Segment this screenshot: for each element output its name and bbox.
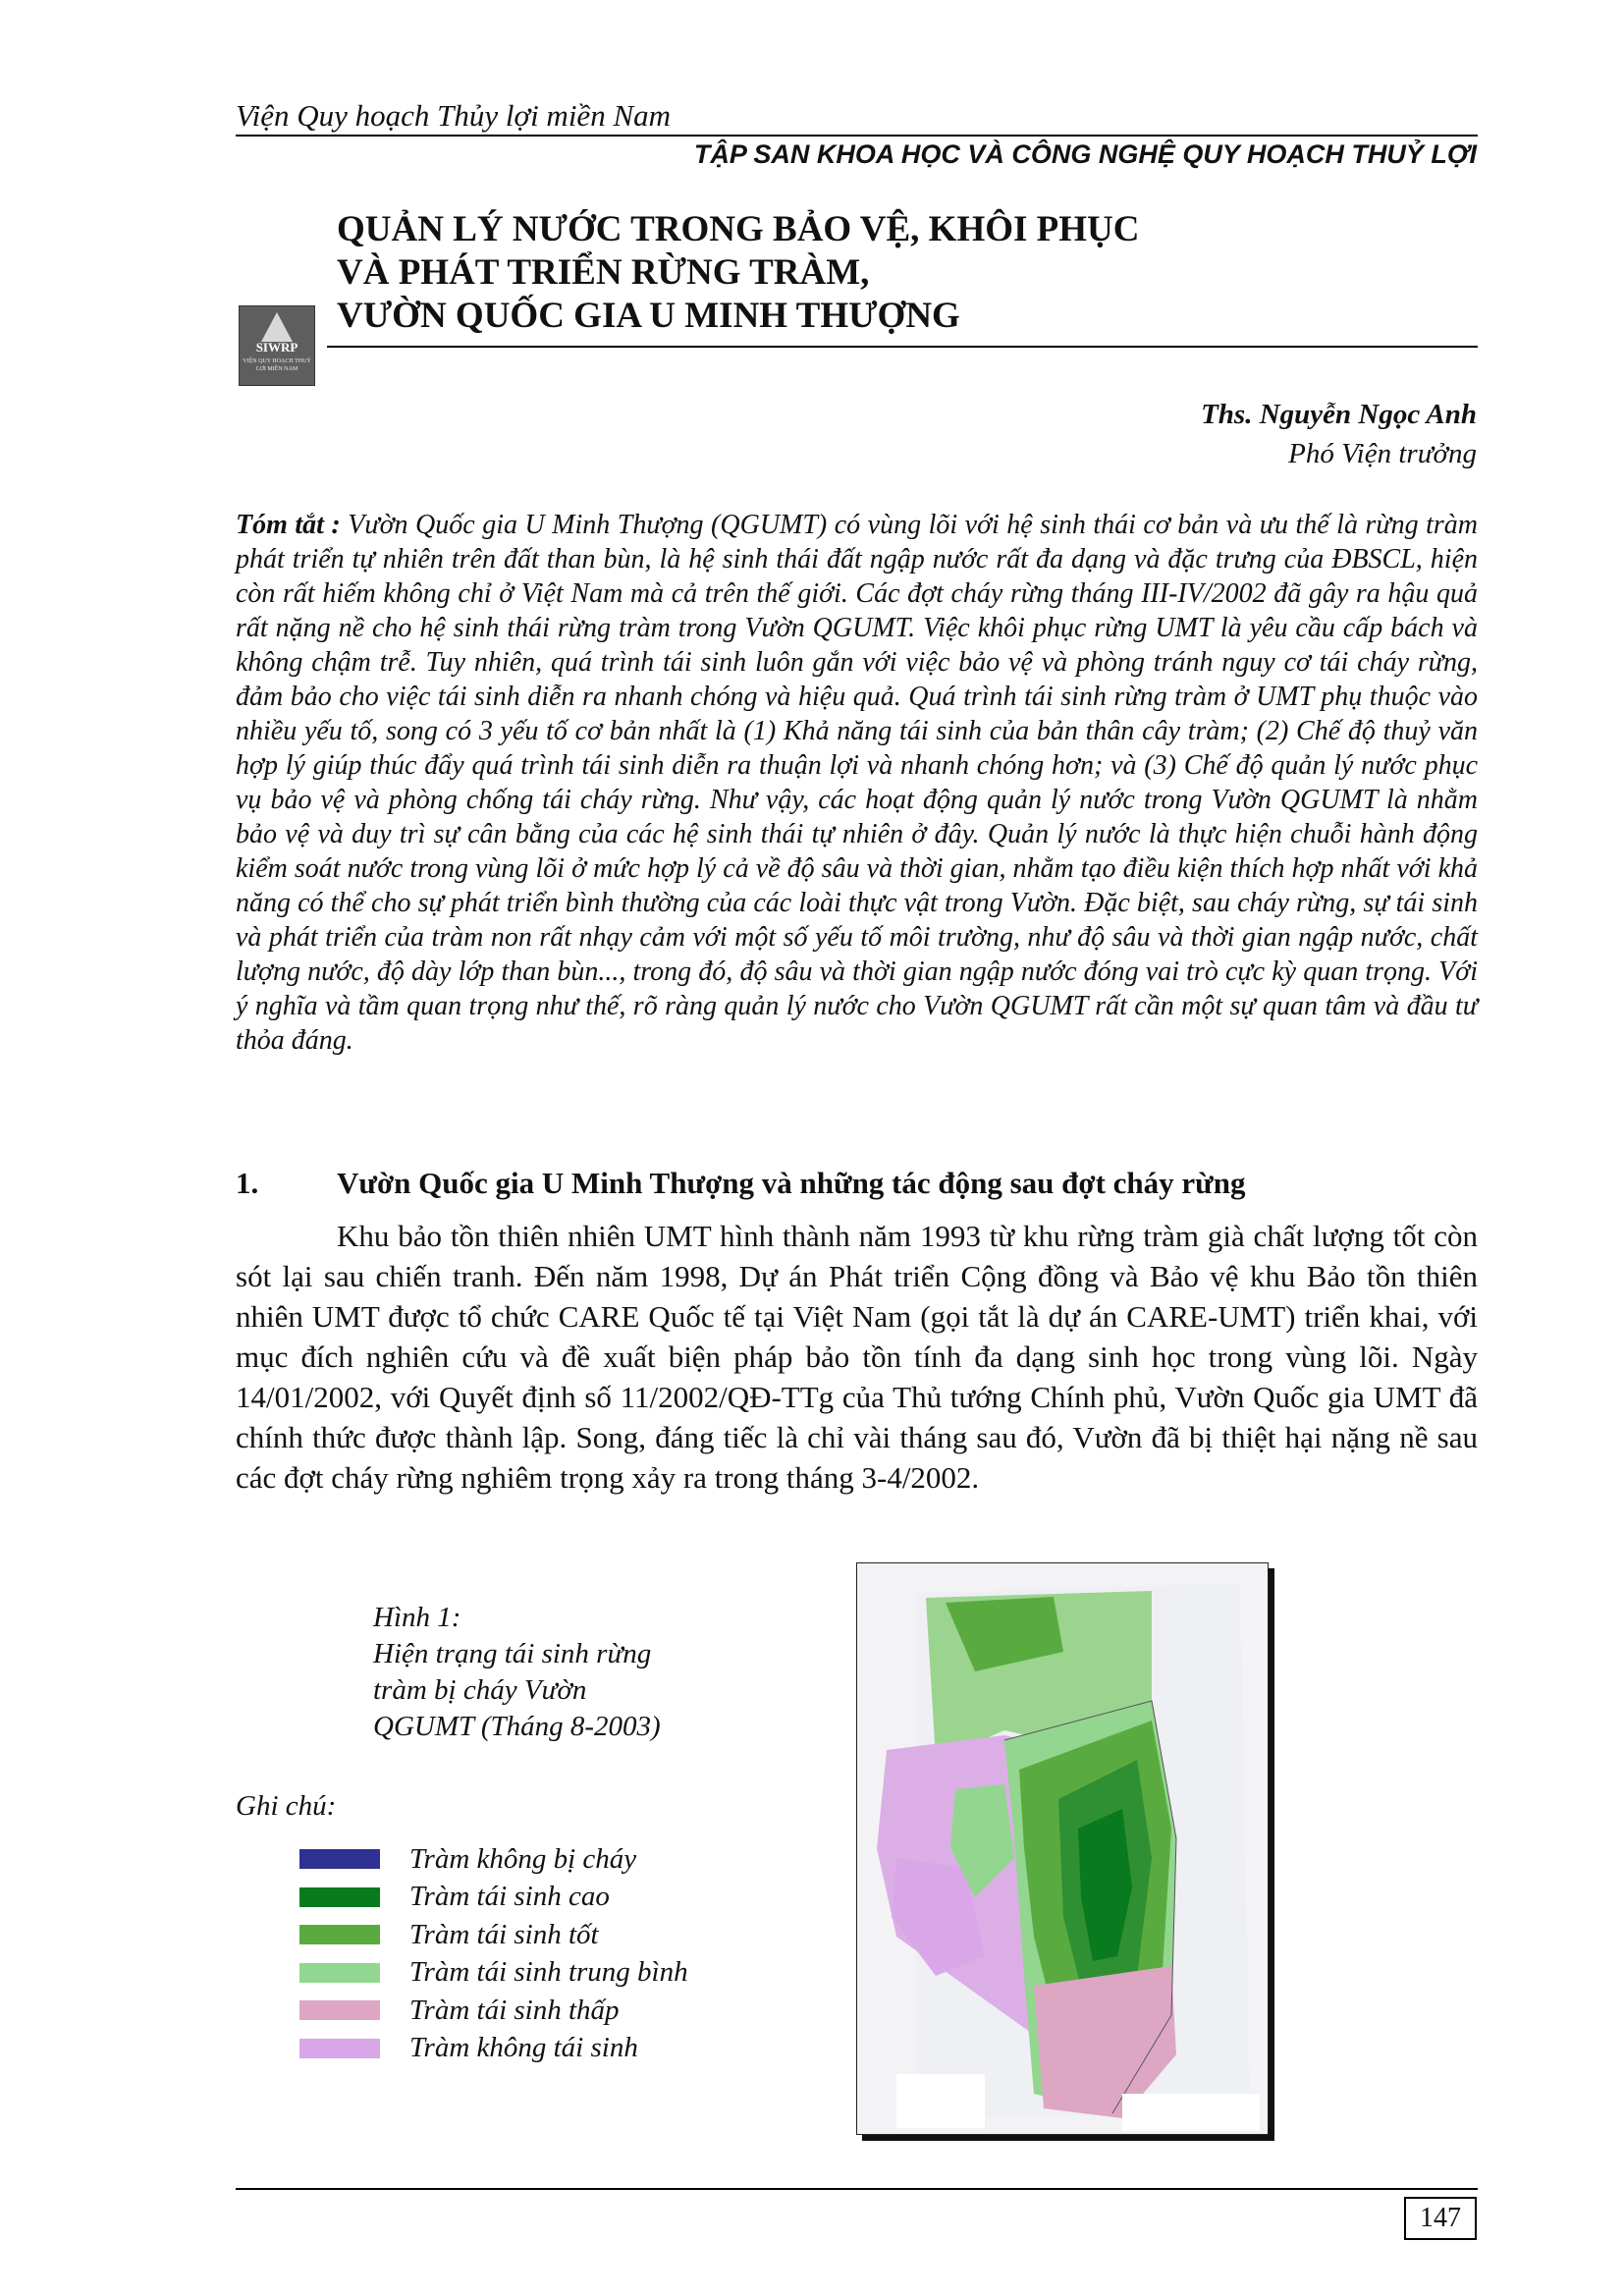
legend-label: Tràm tái sinh trung bình <box>409 1956 688 1989</box>
title-rule <box>327 346 1478 348</box>
legend-item <box>299 1916 688 1954</box>
page-number: 147 <box>1404 2197 1477 2240</box>
author-role: Phó Viện trưởng <box>1288 438 1477 469</box>
legend-item <box>299 2030 688 2068</box>
logo-triangle-icon <box>261 312 293 342</box>
legend-label: Tràm không bị cháy <box>409 1842 637 1875</box>
legend-swatch <box>299 1849 380 1869</box>
caption-line: tràm bị cháy Vườn <box>373 1674 587 1706</box>
legend-swatch <box>299 1925 380 1944</box>
abstract <box>236 508 1478 1058</box>
journal-name: TẬP SAN KHOA HỌC VÀ CÔNG NGHỆ QUY HOẠCH THUỶ LỢI <box>693 139 1477 169</box>
legend-label: Tràm tái sinh tốt <box>409 1918 599 1950</box>
logo-subtitle: VIỆN QUY HOẠCH THUỶ LỢI MIỀN NAM <box>243 358 311 372</box>
legend-label: Tràm tái sinh thấp <box>409 1994 620 2026</box>
caption-line: Hiện trạng tái sinh rừng <box>373 1638 652 1669</box>
footer-rule <box>236 2188 1478 2190</box>
legend-label: Tràm tái sinh cao <box>409 1881 610 1913</box>
section-title: Vườn Quốc gia U Minh Thượng và những tác động sau đợt cháy rừng <box>337 1166 1246 1200</box>
caption-line: Hình 1: <box>373 1602 461 1633</box>
institute-logo <box>239 305 315 386</box>
institute-name: Viện Quy hoạch Thủy lợi miền Nam <box>236 98 672 133</box>
legend-item <box>299 1840 688 1879</box>
legend-swatch <box>299 1887 380 1907</box>
legend-swatch <box>299 2000 380 2020</box>
section-number: 1. <box>236 1166 259 1200</box>
header-rule <box>236 135 1478 137</box>
legend-title: Ghi chú: <box>236 1790 337 1822</box>
author-name: Ths. Nguyễn Ngọc Anh <box>1201 399 1477 430</box>
legend-label: Tràm không tái sinh <box>409 2032 638 2064</box>
legend-swatch <box>299 1963 380 1983</box>
title-line: VÀ PHÁT TRIỂN RỪNG TRÀM, <box>337 252 870 293</box>
abstract-text: Vườn Quốc gia U Minh Thượng (QGUMT) có vùng lõi với hệ sinh thái cơ bản và ưu thế là rừng tràm phát triển tự nhiên trên đất than bùn, là hệ sinh thái đất ngập nước rất đa dạng và đặc trưng của ĐBSCL, hiện còn rất hiếm không chỉ ở Việt Nam mà cả trên thế giới. Các đợt cháy rừng tháng III-IV/2002 đã gây ra hậu quả rất nặng nề cho hệ sinh thái rừng tràm trong Vườn QGUMT. Việc khôi phục rừng UMT là yêu cầu cấp bách và không chậm trễ. Tuy nhiên, quá trình tái sinh luôn gắn với việc bảo vệ và phòng tránh nguy cơ tái cháy rừng, đảm bảo cho việc tái sinh diễn ra nhanh chóng và hiệu quả. Quá trình tái sinh rừng tràm ở UMT phụ thuộc vào nhiều yếu tố, song có 3 yếu tố cơ bản nhất là (1) Khả năng tái sinh của bản thân cây tràm; (2) Chế độ thuỷ văn hợp lý giúp thúc đẩy quá trình tái sinh diễn ra thuận lợi và nhanh chóng hơn; và (3) Chế độ quản lý nước phục vụ bảo vệ và phòng chống tái cháy rừng. Như vậy, các hoạt động quản lý nước trong Vườn QGUMT là nhằm bảo vệ và duy trì sự cân bằng của các hệ sinh thái tự nhiên ở đây. Quản lý nước là thực hiện chuỗi hành động kiểm soát nước trong vùng lõi ở mức hợp lý cả về độ sâu và thời gian, nhằm tạo điều kiện thích hợp nhất với khả năng có thể cho sự phát triển bình thường của các loài thực vật trong Vườn. Đặc biệt, sau cháy rừng, sự tái sinh và phát triển của tràm non rất nhạy cảm với một số yếu tố môi trường, như độ sâu và thời gian ngập nước, chất lượng nước, độ dày lớp than bùn..., trong đó, độ sâu và thời gian ngập nước đóng vai trò cực kỳ quan trọng. Với ý nghĩa và tầm quan trọng như thế, rõ ràng quản lý nước cho Vườn QGUMT rất cần một sự quan tâm và đầu tư thỏa đáng. <box>236 510 1478 1056</box>
legend-item <box>299 1879 688 1917</box>
logo-abbreviation: SIWRP <box>255 340 298 355</box>
map-legend <box>299 1840 688 2067</box>
legend-swatch <box>299 2039 380 2058</box>
forest-regeneration-map <box>856 1562 1269 2135</box>
caption-line: QGUMT (Tháng 8-2003) <box>373 1711 661 1742</box>
section-paragraph: Khu bảo tồn thiên nhiên UMT hình thành năm 1993 từ khu rừng tràm già chất lượng tốt còn sót lại sau chiến tranh. Đến năm 1998, Dự án Phát triển Cộng đồng và Bảo vệ khu Bảo tồn thiên nhiên UMT được tổ chức CARE Quốc tế tại Việt Nam (gọi tắt là dự án CARE-UMT) triển khai, với mục đích nghiên cứu và đề xuất biện pháp bảo tồn tính đa dạng sinh học trong vùng lõi. Ngày 14/01/2002, với Quyết định số 11/2002/QĐ-TTg của Thủ tướng Chính phủ, Vườn Quốc gia UMT đã chính thức được thành lập. Song, đáng tiếc là chỉ vài tháng sau đó, Vườn đã bị thiệt hại nặng nề sau các đợt cháy rừng nghiêm trọng xảy ra trong tháng 3-4/2002. <box>236 1219 1478 1495</box>
title-line: QUẢN LÝ NƯỚC TRONG BẢO VỆ, KHÔI PHỤC <box>337 209 1140 249</box>
article-title <box>337 208 1140 338</box>
map-image <box>857 1563 1268 2134</box>
title-line: VƯỜN QUỐC GIA U MINH THƯỢNG <box>337 296 960 336</box>
figure-caption <box>373 1600 661 1745</box>
legend-item <box>299 1954 688 1993</box>
abstract-label: Tóm tắt : <box>236 510 341 540</box>
legend-item <box>299 1992 688 2030</box>
